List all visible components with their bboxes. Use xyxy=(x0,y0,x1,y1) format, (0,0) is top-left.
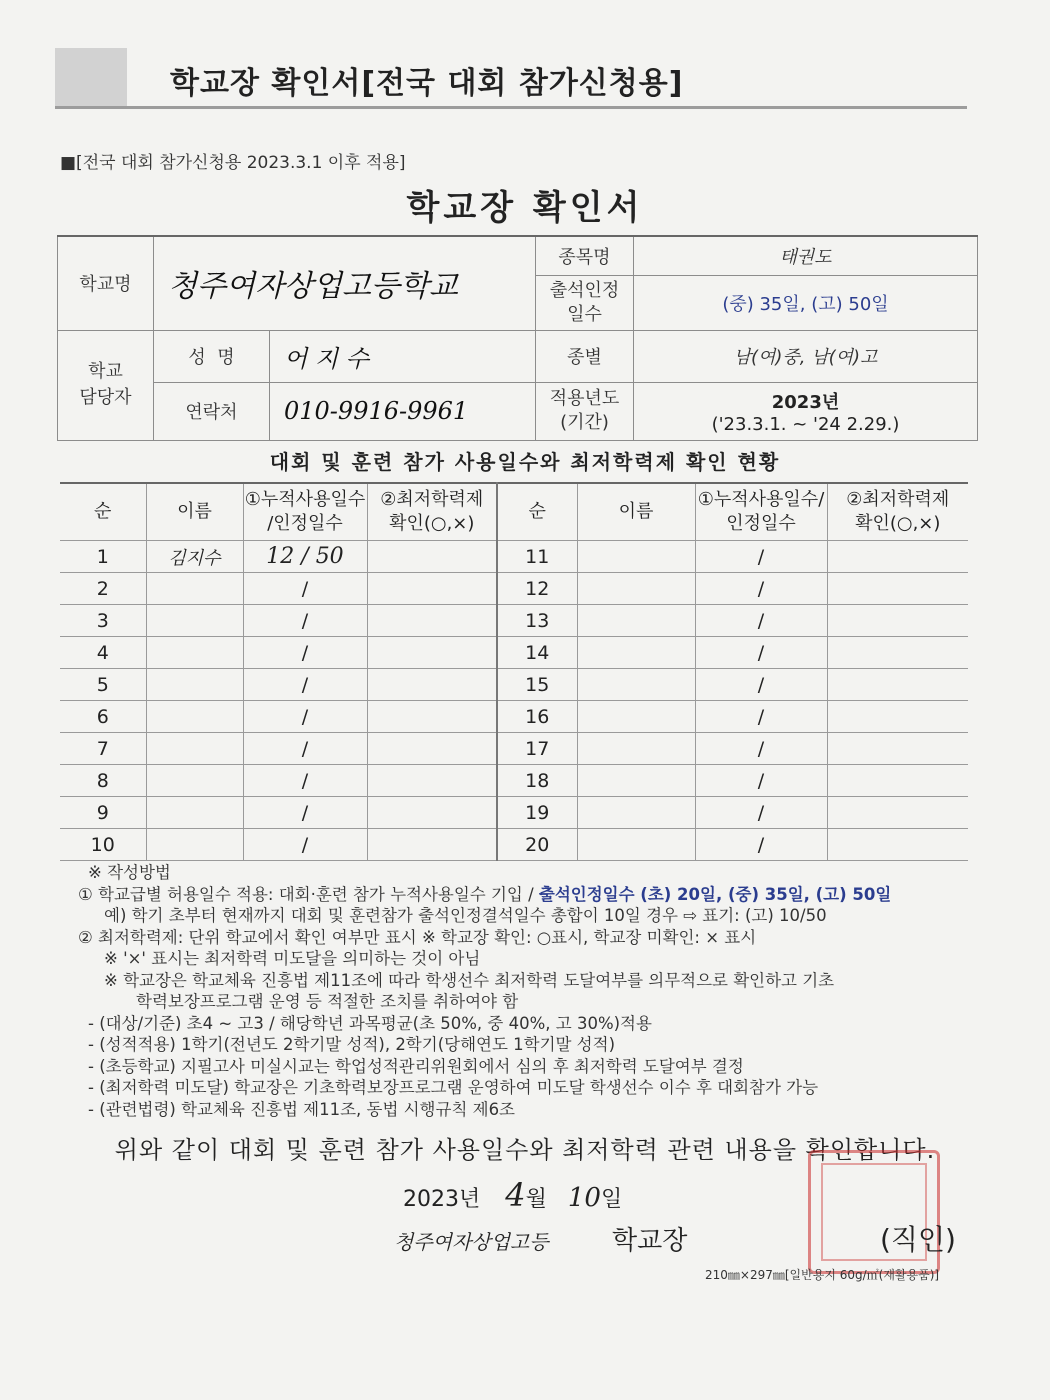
detail-4: - (최저학력 미도달) 학교장은 기초학력보장프로그램 운영하여 미도달 학생선수 이수 후 대회참가 가능 xyxy=(88,1078,819,1097)
table-row xyxy=(60,829,968,861)
paper-spec: 210㎜×297㎜[일반용지 60g/㎡(재활용품)] xyxy=(705,1268,940,1282)
detail-2: - (성적적용) 1학기(전년도 2학기말 성적), 2학기(당해연도 1학기말 성적) xyxy=(88,1035,616,1054)
school-value: 청주여자상업고등학교 xyxy=(154,236,536,330)
row-name xyxy=(146,733,243,765)
row-check-right xyxy=(827,733,968,765)
row-name xyxy=(146,765,243,797)
table-row xyxy=(60,797,968,829)
header-check: ②최저학력제 확인(○,×) xyxy=(367,483,497,541)
table-row xyxy=(60,765,968,797)
note-2b-cont: 학력보장프로그램 운영 등 적절한 조치를 취하여야 함 xyxy=(136,992,519,1011)
row-check-right xyxy=(827,765,968,797)
detail-5: - (관련법령) 학교체육 진흥법 제11조, 동법 시행규칙 제6조 xyxy=(88,1099,515,1119)
table-row xyxy=(60,573,968,605)
row-check-right xyxy=(827,573,968,605)
row-name: 김지수 xyxy=(146,541,243,573)
row-days-right: / xyxy=(695,733,827,765)
note-2a: ※ '×' 표시는 최저학력 미도달을 의미하는 것이 아님 xyxy=(104,949,481,968)
notes-heading: ※ 작성방법 xyxy=(88,863,171,882)
attendance-value: (중) 35일, (고) 50일 xyxy=(634,275,978,330)
year-label: 적용년도 (기간) xyxy=(536,382,634,440)
date-month-value: 4 xyxy=(505,1176,526,1214)
row-name-right xyxy=(577,733,695,765)
year-cell xyxy=(634,382,978,440)
row-name-right xyxy=(577,701,695,733)
table-row xyxy=(60,669,968,701)
row-check xyxy=(367,829,497,861)
row-days-right: / xyxy=(695,605,827,637)
row-days: / xyxy=(243,669,367,701)
header-days: ①누적사용일수 /인정일수 xyxy=(243,483,367,541)
gender-value: 남(여)중, 남(여)고 xyxy=(634,330,978,382)
contact-label: 연락처 xyxy=(154,382,270,440)
document-title: 학교장 확인서 xyxy=(406,188,644,228)
name-label: 성 명 xyxy=(154,330,270,382)
row-number-right: 19 xyxy=(497,797,577,829)
row-number: 3 xyxy=(60,605,146,637)
row-number: 4 xyxy=(60,637,146,669)
row-name xyxy=(146,605,243,637)
row-days-right: / xyxy=(695,701,827,733)
row-name-right xyxy=(577,797,695,829)
header-days-right: ①누적사용일수/ 인정일수 xyxy=(695,483,827,541)
row-days: / xyxy=(243,637,367,669)
row-check xyxy=(367,541,497,573)
row-check-right xyxy=(827,669,968,701)
row-check-right xyxy=(827,797,968,829)
table-row xyxy=(60,637,968,669)
row-days-right: / xyxy=(695,637,827,669)
row-check xyxy=(367,733,497,765)
detail-1: - (대상/기준) 초4 ~ 고3 / 해당학년 과목평균(초 50%, 중 40%, 고 30%)적용 xyxy=(88,1013,652,1033)
row-days-right: / xyxy=(695,765,827,797)
school-signature: 청주여자상업고등 xyxy=(394,1230,549,1254)
row-check xyxy=(367,637,497,669)
row-number: 5 xyxy=(60,669,146,701)
row-number-right: 20 xyxy=(497,829,577,861)
row-check-right xyxy=(827,637,968,669)
status-table xyxy=(60,482,968,861)
detail-3: - (초등학교) 지필고사 미실시교는 학업성적관리위원회에서 심의 후 최저학력 도달여부 결정 xyxy=(88,1056,744,1076)
row-number: 6 xyxy=(60,701,146,733)
row-check xyxy=(367,701,497,733)
year-value: 2023년 xyxy=(771,391,840,413)
header-title: 학교장 확인서[전국 대회 참가신청용] xyxy=(170,66,684,101)
period-value: ('23.3.1. ~ '24 2.29.) xyxy=(711,413,900,435)
note-1-highlight: 출석인정일수 (초) 20일, (중) 35일, (고) 50일 xyxy=(538,884,892,904)
row-name xyxy=(146,669,243,701)
row-check-right xyxy=(827,701,968,733)
row-name-right xyxy=(577,573,695,605)
row-number: 8 xyxy=(60,765,146,797)
row-number-right: 13 xyxy=(497,605,577,637)
header-divider xyxy=(55,106,967,109)
header-no-right: 순 xyxy=(497,483,577,541)
manager-label: 학교 담당자 xyxy=(58,330,154,440)
row-days-right: / xyxy=(695,829,827,861)
row-days: / xyxy=(243,605,367,637)
row-days-right: / xyxy=(695,573,827,605)
row-check xyxy=(367,669,497,701)
row-check-right xyxy=(827,829,968,861)
attendance-label: 출석인정 일수 xyxy=(536,275,634,330)
row-name-right xyxy=(577,669,695,701)
row-name xyxy=(146,637,243,669)
confirm-date xyxy=(403,1176,622,1214)
date-year: 2023년 xyxy=(403,1187,481,1212)
header-no: 순 xyxy=(60,483,146,541)
school-label: 학교명 xyxy=(58,236,154,330)
row-number: 1 xyxy=(60,541,146,573)
row-number-right: 11 xyxy=(497,541,577,573)
note-2b: ※ 학교장은 학교체육 진흥법 제11조에 따라 학생선수 최저학력 도달여부를 의무적으로 확인하고 기초 xyxy=(104,970,835,990)
row-check xyxy=(367,573,497,605)
row-name xyxy=(146,701,243,733)
row-number-right: 18 xyxy=(497,765,577,797)
notice-text: ■[전국 대회 참가신청용 2023.3.1 이후 적용] xyxy=(60,153,406,173)
sport-label: 종목명 xyxy=(536,236,634,275)
row-days: / xyxy=(243,765,367,797)
row-name-right xyxy=(577,541,695,573)
table-row xyxy=(60,733,968,765)
row-number-right: 16 xyxy=(497,701,577,733)
row-days-right: / xyxy=(695,669,827,701)
row-name xyxy=(146,829,243,861)
table-row xyxy=(60,605,968,637)
row-number: 7 xyxy=(60,733,146,765)
row-days: / xyxy=(243,573,367,605)
row-number-right: 12 xyxy=(497,573,577,605)
gender-label: 종별 xyxy=(536,330,634,382)
row-name xyxy=(146,797,243,829)
row-days: 12 / 50 xyxy=(243,541,367,573)
row-name xyxy=(146,573,243,605)
table-row xyxy=(60,701,968,733)
table-title: 대회 및 훈련 참가 사용일수와 최저학력제 확인 현황 xyxy=(269,450,781,474)
row-days: / xyxy=(243,733,367,765)
row-days-right: / xyxy=(695,797,827,829)
row-number-right: 14 xyxy=(497,637,577,669)
row-check-right xyxy=(827,605,968,637)
date-day-value: 10 xyxy=(567,1183,601,1213)
contact-value: 010-9916-9961 xyxy=(270,382,536,440)
row-name-right xyxy=(577,605,695,637)
note-1-example: 예) 학기 초부터 현재까지 대회 및 훈련참가 출석인정결석일수 총합이 10일 경우 ⇨ 표기: (고) 10/50 xyxy=(104,906,827,925)
confirm-statement: 위와 같이 대회 및 훈련 참가 사용일수와 최저학력 관련 내용을 확인합니다. xyxy=(114,1136,936,1164)
header-decoration xyxy=(55,48,127,106)
row-days-right: / xyxy=(695,541,827,573)
table-row xyxy=(60,541,968,573)
sport-value: 태권도 xyxy=(634,236,978,275)
info-table xyxy=(57,235,978,441)
row-number-right: 15 xyxy=(497,669,577,701)
row-days: / xyxy=(243,701,367,733)
row-check-right xyxy=(827,541,968,573)
row-number: 10 xyxy=(60,829,146,861)
date-month-label: 월 xyxy=(525,1187,547,1212)
header-name-right: 이름 xyxy=(577,483,695,541)
row-days: / xyxy=(243,829,367,861)
row-check xyxy=(367,797,497,829)
header-check-right: ②최저학력제 확인(○,×) xyxy=(827,483,968,541)
seal-label: (직인) xyxy=(880,1223,956,1256)
row-name-right xyxy=(577,765,695,797)
row-number: 2 xyxy=(60,573,146,605)
row-name-right xyxy=(577,829,695,861)
row-number: 9 xyxy=(60,797,146,829)
date-day-label: 일 xyxy=(600,1187,623,1212)
row-check xyxy=(367,765,497,797)
row-days: / xyxy=(243,797,367,829)
row-name-right xyxy=(577,637,695,669)
name-value: 어 지 수 xyxy=(270,330,536,382)
instructions xyxy=(78,862,978,1120)
header-name: 이름 xyxy=(146,483,243,541)
note-1 xyxy=(78,884,978,906)
principal-label: 학교장 xyxy=(612,1226,688,1256)
note-1-text: ① 학교급별 허용일수 적용: 대회·훈련 참가 누적사용일수 기입 / xyxy=(78,884,539,904)
note-2: ② 최저학력제: 단위 학교에서 확인 여부만 표시 ※ 학교장 확인: ○표시, 학교장 미확인: × 표시 xyxy=(78,927,757,947)
row-check xyxy=(367,605,497,637)
row-number-right: 17 xyxy=(497,733,577,765)
